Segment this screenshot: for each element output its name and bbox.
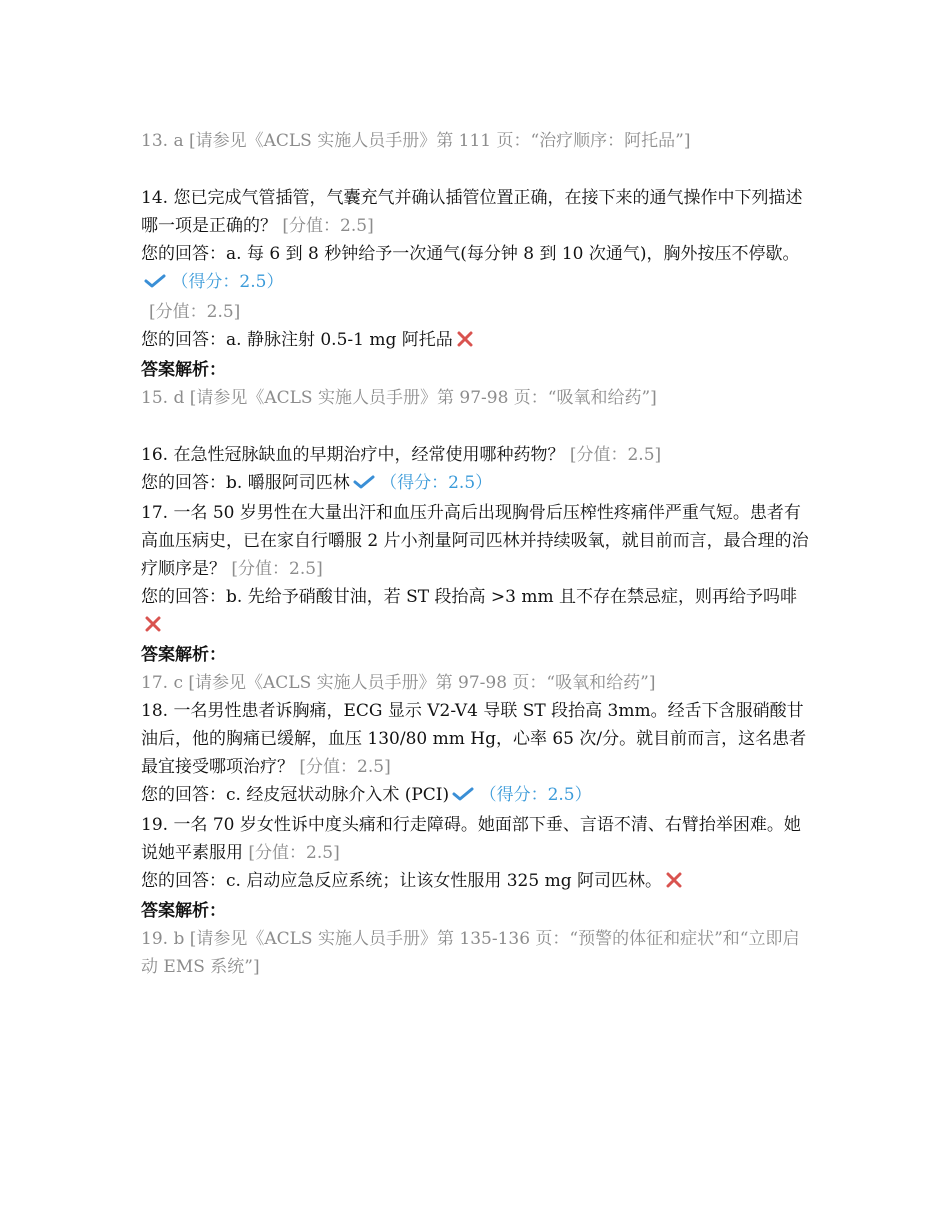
q18-answer: 您的回答：c. 经皮冠状动脉介入术 (PCI) （得分：2.5） bbox=[141, 781, 816, 811]
q17-question: 17. 一名 50 岁男性在大量出汗和血压升高后出现胸骨后压榨性疼痛伴严重气短。患者有高血压病史，已在家自行嚼服 2 片小剂量阿司匹林并持续吸氧，就目前而言，最合理的治疗顺序是？ [分值：2.5] bbox=[141, 503, 809, 579]
q15-answer: 您的回答：a. 静脉注射 0.5-1 mg 阿托品 bbox=[141, 326, 816, 356]
q18-score: （得分：2.5） bbox=[479, 785, 592, 805]
q17-answer: 您的回答：b. 先给予硝酸甘油，若 ST 段抬高 >3 mm 且不存在禁忌症，则再给予吗啡 bbox=[141, 583, 816, 641]
q17-value: [分值：2.5] bbox=[231, 559, 323, 579]
quiz-review bbox=[141, 127, 816, 981]
q14-answer: 您的回答：a. 每 6 到 8 秒钟给予一次通气(每分钟 8 到 10 次通气)，胸外按压不停歇。 （得分：2.5） bbox=[141, 240, 816, 298]
q14-question: 14. 您已完成气管插管，气囊充气并确认插管位置正确，在接下来的通气操作中下列描述哪一项是正确的？ [分值：2.5] bbox=[141, 188, 803, 236]
q16-value: [分值：2.5] bbox=[569, 445, 662, 465]
cross-icon bbox=[144, 613, 162, 641]
q16-question: 16. 在急性冠脉缺血的早期治疗中，经常使用哪种药物？ [分值：2.5] bbox=[141, 445, 662, 465]
q14-value: [分值：2.5] bbox=[282, 216, 374, 236]
q17-analysis-label: 答案解析： bbox=[141, 645, 226, 665]
q19-question: 19. 一名 70 岁女性诉中度头痛和行走障碍。她面部下垂、言语不清、右臂抬举困难。她说她平素服用 [分值：2.5] bbox=[141, 815, 801, 863]
q18-question: 18. 一名男性患者诉胸痛，ECG 显示 V2-V4 导联 ST 段抬高 3mm。经舌下含服硝酸甘油后，他的胸痛已缓解，血压 130/80 mm Hg，心率 65 次/分。就目前而言，这名患者最宜接受哪项治疗？ [分值：2.5] bbox=[141, 701, 807, 777]
q17-explanation: 17. c [请参见《ACLS 实施人员手册》第 97-98 页：“吸氧和给药”] bbox=[141, 673, 656, 693]
q19-answer: 您的回答：c. 启动应急反应系统；让该女性服用 325 mg 阿司匹林。 bbox=[141, 867, 816, 897]
q15-value: [分值：2.5] bbox=[149, 302, 241, 322]
check-icon bbox=[452, 783, 474, 811]
check-icon bbox=[353, 471, 375, 499]
q16-answer: 您的回答：b. 嚼服阿司匹林 （得分：2.5） bbox=[141, 469, 816, 499]
q14-score: （得分：2.5） bbox=[171, 272, 284, 292]
q16-score: （得分：2.5） bbox=[380, 473, 493, 493]
q15-explanation: 15. d [请参见《ACLS 实施人员手册》第 97-98 页：“吸氧和给药”] bbox=[141, 388, 657, 408]
q15-analysis-label: 答案解析： bbox=[141, 360, 226, 380]
cross-icon bbox=[665, 869, 683, 897]
q19-explanation: 19. b [请参见《ACLS 实施人员手册》第 135-136 页：“预警的体征和症状”和“立即启动 EMS 系统”] bbox=[141, 929, 800, 977]
cross-icon bbox=[456, 328, 474, 356]
q19-analysis-label: 答案解析： bbox=[141, 901, 226, 921]
check-icon bbox=[144, 270, 166, 298]
q18-value: [分值：2.5] bbox=[299, 757, 391, 777]
q13-explanation: 13. a [请参见《ACLS 实施人员手册》第 111 页：“治疗顺序：阿托品”] bbox=[141, 131, 691, 151]
q19-value: [分值：2.5] bbox=[248, 843, 340, 863]
